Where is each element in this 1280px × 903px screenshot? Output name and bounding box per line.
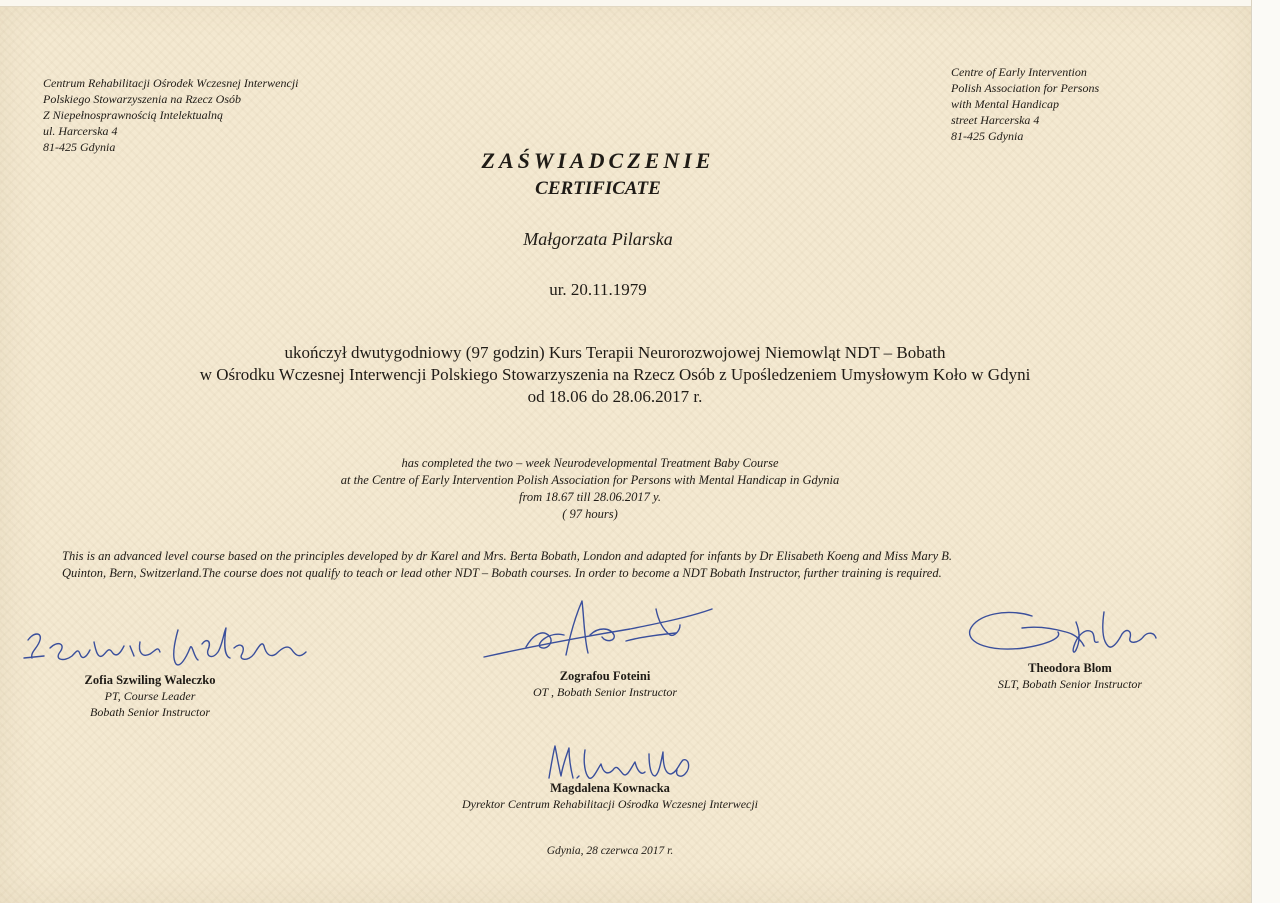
recipient-name: Małgorzata Pilarska [523, 229, 673, 249]
advanced-note-line: This is an advanced level course based on the principles developed by dr Karel and Mrs. Berta Bobath, London and adapted for infants by Dr Elisabeth Koeng and Miss Mary B. [62, 549, 953, 563]
place-and-date: Gdynia, 28 czerwca 2017 r. [546, 845, 674, 857]
signatory-role: Bobath Senior Instructor [90, 705, 210, 719]
english-body-line: ( 97 hours) [562, 507, 618, 521]
header-left-line: 81-425 Gdynia [43, 140, 116, 154]
polish-body-line: od 18.06 do 28.06.2017 r. [527, 387, 703, 406]
signatory-name: Theodora Blom [1028, 661, 1112, 675]
header-left-line: ul. Harcerska 4 [43, 124, 118, 138]
header-right-line: 81-425 Gdynia [951, 129, 1024, 143]
signature-blom [962, 602, 1172, 662]
header-right-line: street Harcerska 4 [951, 113, 1040, 127]
polish-body-line: w Ośrodku Wczesnej Interwencji Polskiego Stowarzyszenia na Rzecz Osób z Upośledzeniem Umysłowym Koło w Gdyni [199, 365, 1031, 384]
paper-top-edge [0, 0, 1252, 7]
header-right-line: with Mental Handicap [951, 97, 1059, 111]
signatory-block [40, 672, 260, 720]
signature-szwiling [20, 618, 310, 678]
signatory-block [480, 668, 730, 700]
signatory-role: OT , Bobath Senior Instructor [532, 685, 678, 699]
header-left-line: Centrum Rehabilitacji Ośrodek Wczesnej Interwencji [43, 76, 299, 90]
polish-body [0, 342, 1230, 408]
english-body-line: has completed the two – week Neurodevelopmental Treatment Baby Course [401, 456, 779, 470]
title-polish: ZAŚWIADCZENIE [481, 148, 715, 173]
signatory-block [960, 660, 1180, 692]
header-left-address [43, 75, 373, 155]
header-right-address [951, 64, 1191, 144]
header-left-line: Z Niepełnosprawnością Intelektualną [43, 108, 223, 122]
signatory-role: SLT, Bobath Senior Instructor [997, 677, 1143, 691]
header-right-line: Centre of Early Intervention [951, 65, 1087, 79]
signatory-role: PT, Course Leader [104, 689, 196, 703]
signatory-name: Zofia Szwiling Waleczko [84, 673, 216, 687]
header-right-line: Polish Association for Persons [951, 81, 1100, 95]
signatory-name: Zografou Foteini [559, 669, 651, 683]
signatory-role: Dyrektor Centrum Rehabilitacji Ośrodka Wczesnej Interwecji [461, 797, 759, 811]
signature-kownacka [545, 742, 695, 784]
signature-zografou [480, 595, 720, 665]
scanner-margin [1251, 0, 1280, 903]
advanced-course-note [62, 548, 1162, 582]
advanced-note-line: Quinton, Bern, Switzerland.The course does not qualify to teach or lead other NDT – Bobath courses. In order to become a NDT Bobath Instructor, further training is required. [62, 566, 942, 580]
english-body-line: from 18.67 till 28.06.2017 y. [519, 490, 661, 504]
signatory-name: Magdalena Kownacka [550, 781, 670, 795]
title-english: CERTIFICATE [535, 178, 661, 199]
english-body [0, 455, 1180, 523]
header-left-line: Polskiego Stowarzyszenia na Rzecz Osób [43, 92, 241, 106]
birth-date: ur. 20.11.1979 [549, 280, 647, 299]
signatory-block [400, 780, 820, 812]
english-body-line: at the Centre of Early Intervention Polish Association for Persons with Mental Handicap in Gdynia [340, 473, 840, 487]
polish-body-line: ukończył dwutygodniowy (97 godzin) Kurs Terapii Neurorozwojowej Niemowląt NDT – Bobath [284, 343, 946, 362]
